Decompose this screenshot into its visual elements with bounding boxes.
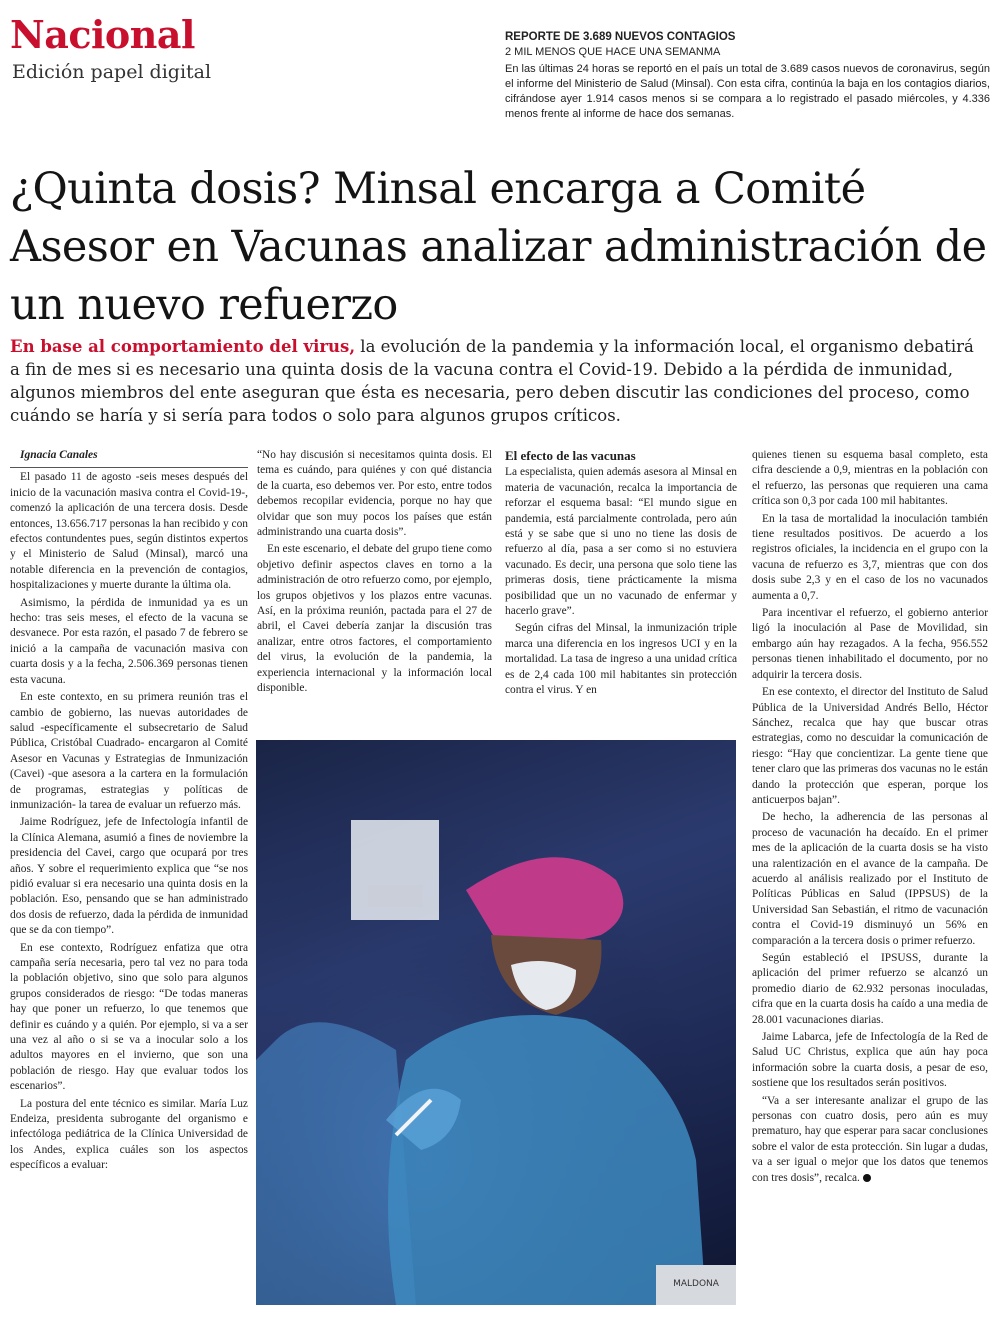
- paragraph: En ese contexto, Rodríguez enfatiza que otra campaña sería necesaria, pero tal vez no para toda la población objetivo, sino que solo para algunos grupos considerados de riesgo: “De todas maneras hay que poner un refuerzo, lo que tenemos que definir es cuándo y a quién. Por ejemplo, si va a ser una vez al año o si se va a inocular solo a los adultos mayores en el invierno, que son una población de riesgo. Hay que evaluar todos los escenarios”.: [10, 941, 248, 1093]
- article-column-3: [505, 448, 737, 701]
- paragraph: quienes tienen su esquema basal completo, esta cifra desciende a 0,9, mientras en la población con el refuerzo, las personas que requieren una cama crítica son 0,3 por cada 100 mil habitantes.: [752, 449, 988, 508]
- article-column-4: [752, 448, 988, 1188]
- paragraph: [752, 1094, 988, 1186]
- paragraph-text: “Va a ser interesante analizar el grupo de las personas con cuatro dosis, pero aún es muy prematuro, hay que esperar para sacar conclusiones sobre el valor de esta protección. Sin lugar a dudas, va a ser igual o mejor que los datos que tenemos con tres dosis”, recalca.: [752, 1094, 988, 1184]
- brief-body: En las últimas 24 horas se reportó en el país un total de 3.689 casos nuevos de coronavirus, según el informe del Ministerio de Salud (Minsal). Con esta cifra, continúa la baja en los contagios diarios, cifrándose ayer 1.914 casos menos si se compara a lo registrado el pasado miércoles, y 4.336 menos frente al informe de hace dos semanas.: [505, 63, 990, 120]
- paragraph: La especialista, quien además asesora al Minsal en materia de vacunación, recalca la importancia de reforzar el esquema basal: “El mundo sigue en pandemia, está parcialmente controlada, pero aún está y se sabe que si uno no tiene las dosis de refuerzo al día, pasa a ser como si no estuviera vacunado. Es decir, una persona que solo tiene las primeras dosis, tiene prácticamente la misma posibilidad que un no vacunado de enfermar y hacerlo grave”.: [505, 466, 737, 618]
- paragraph: La postura del ente técnico es similar. María Luz Endeiza, presidenta subrogante del organismo e infectóloga pediátrica de la Clínica Universidad de los Andes, explica cuáles son los aspectos específicos a evaluar:: [10, 1097, 248, 1172]
- paragraph: En este escenario, el debate del grupo tiene como objetivo definir aspectos claves en torno a la administración de otro refuerzo como, por ejemplo, los grupos objetivos y los plazos entre vacunas. Así, en la próxima reunión, pactada para el 27 de abril, el Cavei debería zanjar la discusión tras analizar, entre otros factores, el comportamiento del virus, la evolución de la pandemia, la experiencia internacional y la información local disponible.: [257, 543, 492, 695]
- paragraph: El pasado 11 de agosto -seis meses después del inicio de la vacunación masiva contra el Covid-19-, comenzó la aplicación de una tercera dosis. Desde entonces, 13.656.717 personas la han recibido y con efectos contundentes pues, según distintos expertos y el Ministerio de Salud (Minsal), marcó una notable diferencia en la prevención de contagios, hospitalizaciones y muerte durante la última ola.: [10, 471, 248, 592]
- paragraph: “No hay discusión si necesitamos quinta dosis. El tema es cuándo, para quiénes y con qué distancia de la cuarta, eso debemos ver. Por esto, entre todos debemos recopilar evidencia, porque no hay que olvidar que son muy pocos los países que están administrando una cuarta dosis”.: [257, 449, 492, 539]
- paragraph: En la tasa de mortalidad la inoculación también tiene resultados positivos. De acuerdo a los registros oficiales, la incidencia en el grupo con la vacuna de refuerzo es 3,7, mientras que con dos dosis sube 2,3 y en el caso de los no vacunados aumenta a 0,7.: [752, 512, 988, 602]
- paragraph: Jaime Rodríguez, jefe de Infectología infantil de la Clínica Alemana, asumió a fines de noviembre la presidencia del Cavei, cargo que ocupará por tres años. Y sobre el requerimiento explica que “se nos pidió evaluar si era necesario una quinta dosis en la población. Eso, pensando que se han administrado dos dosis de refuerzo, dada la pérdida de inmunidad que se da con tiempo”.: [10, 816, 248, 937]
- box-label: MALDONA: [673, 1279, 719, 1289]
- photo-illustration: [256, 740, 736, 1305]
- article-column-1: [10, 448, 248, 1176]
- lead-kicker: En base al comportamiento del virus,: [10, 337, 356, 356]
- article-photo: [256, 740, 736, 1305]
- sign-pocket: [368, 885, 423, 907]
- paragraph: En este contexto, en su primera reunión tras el cambio de gobierno, las nuevas autoridades de salud -específicamente el subsecretario de Salud Pública, Cristóbal Cuadrado- encargaron al Comité Asesor en Vacunas y Estrategias de Inmunización (Cavei) -que asesora a la cartera en la formulación de programas, estrategias y políticas de inmunización- la tarea de evaluar un refuerzo más.: [10, 691, 248, 811]
- end-mark-icon: [863, 1174, 871, 1182]
- paragraph: Según estableció el IPSUSS, durante la aplicación del primer refuerzo se alcanzó un promedio diario de 62.932 personas inoculadas, cifra que en la cuarta dosis ha caído a una media de 28.001 vacunaciones diarias.: [752, 952, 988, 1026]
- paragraph: De hecho, la adherencia de las personas al proceso de vacunación ha decaído. En el primer mes de la aplicación de la cuarta dosis se ha visto una ralentización en el avance de la campaña. De acuerdo al análisis realizado por el Instituto de Políticas Públicas en Salud (IPPSUS) de la Universidad San Sebastián, el ritmo de vacunación contra el Covid-19 disminuyó un 56% en comparación a la tercera dosis o primer refuerzo.: [752, 811, 988, 947]
- lead-paragraph: [10, 335, 985, 427]
- article-column-2: [257, 448, 492, 699]
- paragraph: En ese contexto, el director del Instituto de Salud Pública de la Universidad Andrés Bello, Héctor Sánchez, recalca que hay que buscar otras estrategias, como no descuidar la comunicación de riesgo: “Hay que concientizar. La gente tiene que tener claro que las primeras dos vacunas no le están dando la protección que esperan, porque los anticuerpos bajan”.: [752, 686, 988, 806]
- paragraph: Jaime Labarca, jefe de Infectología de la Red de Salud UC Christus, explica que aún hay poca información sobre la cuarta dosis, a pesar de eso, sostiene que los resultados serán positivos.: [752, 1031, 988, 1090]
- section-title: Nacional: [10, 12, 195, 57]
- subhead: El efecto de las vacunas: [505, 448, 636, 463]
- lead-text: la evolución de la pandemia y la información local, el organismo debatirá a fin de mes si es necesario una quinta dosis de la vacuna contra el Covid-19. Debido a la pérdida de inmunidad, algunos miembros del ente aseguran que ésta es necesaria, pero deben discutir las condiciones del proceso, como cuándo se haría y si sería para todos o solo para algunos grupos críticos.: [10, 337, 974, 425]
- paragraph: Para incentivar el refuerzo, el gobierno anterior ligó la inoculación al Pase de Movilidad, sin embargo aún hay rezagados. A la fecha, 956.552 personas tienen inhabilitado el documento, por no adquirir la tercera dosis.: [752, 607, 988, 681]
- byline: Ignacia Canales: [10, 448, 248, 468]
- paragraph: Asimismo, la pérdida de inmunidad ya es un hecho: tras seis meses, el efecto de la vacuna se desvanece. Por esta razón, el pasado 7 de febrero se inició a la campaña de vacunación masiva con cuarta dosis y a la fecha, 2.506.369 personas tienen esta vacuna.: [10, 596, 248, 686]
- brief-title: REPORTE DE 3.689 NUEVOS CONTAGIOS: [505, 31, 736, 43]
- headline: ¿Quinta dosis? Minsal encarga a Comité Asesor en Vacunas analizar administración de un nuevo refuerzo: [10, 164, 987, 330]
- section-subtitle: Edición papel digital: [12, 61, 212, 83]
- paragraph: Según cifras del Minsal, la inmunización triple marca una diferencia en los ingresos UCI y en la mortalidad. La tasa de ingreso a una unidad crítica es de 2,4 cada 100 mil habitantes sin protección contra el virus. Y en: [505, 622, 737, 697]
- news-brief: [505, 30, 990, 122]
- brief-subtitle: 2 MIL MENOS QUE HACE UNA SEMANMA: [505, 46, 721, 58]
